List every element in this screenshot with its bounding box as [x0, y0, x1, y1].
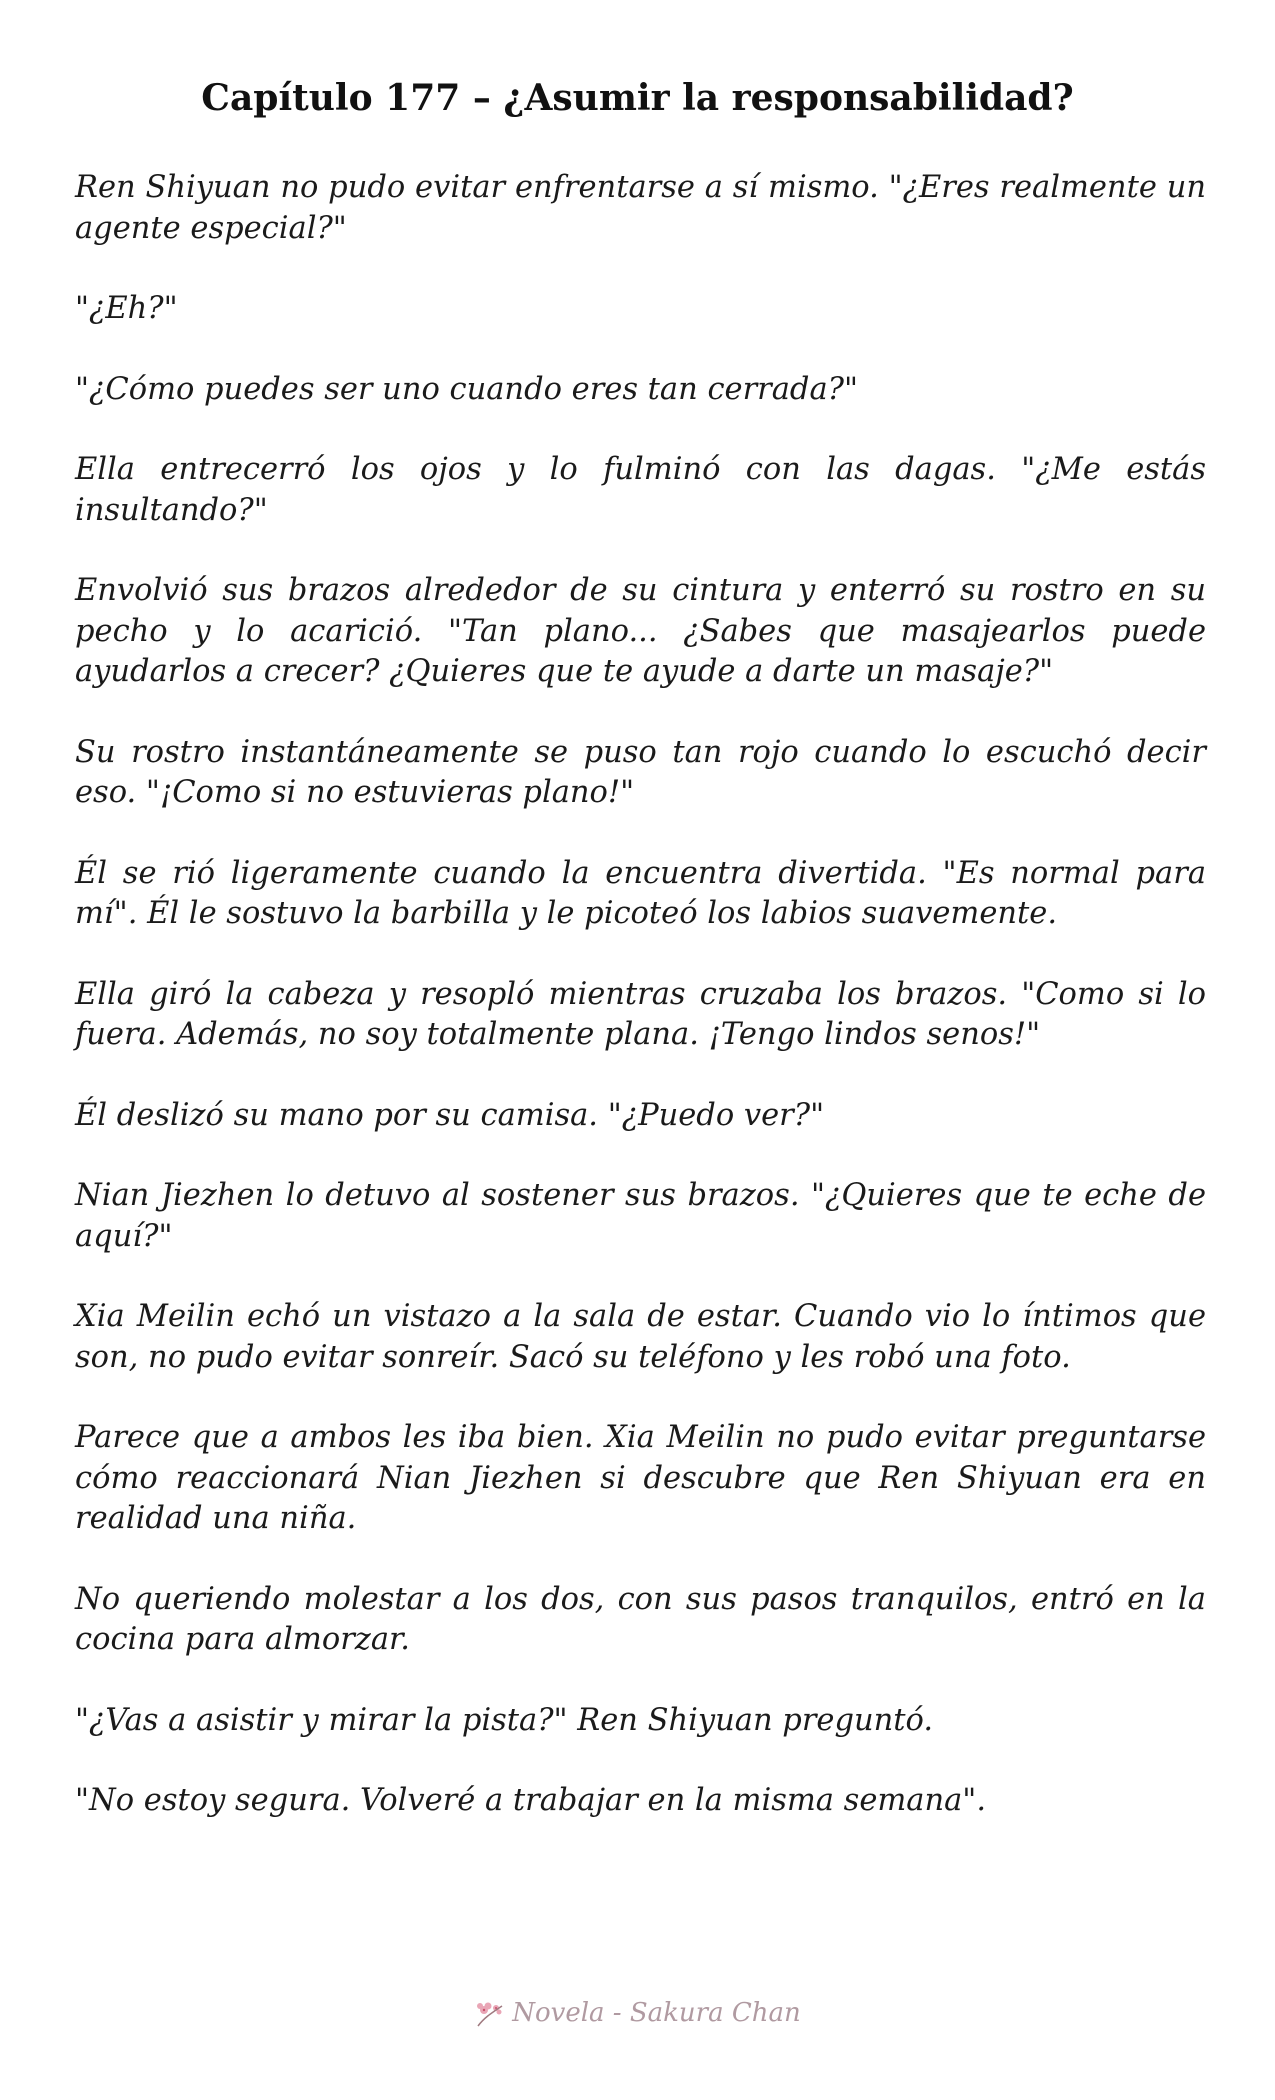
paragraph: Su rostro instantáneamente se puso tan rojo cuando lo escuchó decir eso. "¡Como si no estuvieras plano!" — [75, 734, 1206, 810]
paragraph: "¿Eh?" — [75, 291, 178, 326]
paragraph: Él deslizó su mano por su camisa. "¿Puedo ver?" — [75, 1097, 825, 1133]
paragraph: "No estoy segura. Volveré a trabajar en la misma semana". — [75, 1783, 987, 1818]
sakura-flower-icon — [474, 2000, 506, 2028]
paragraph: Ella entrecerró los ojos y lo fulminó con las dagas. "¿Me estás insultando?" — [75, 452, 1206, 528]
paragraph: Ella giró la cabeza y resopló mientras cruzaba los brazos. "Como si lo fuera. Además, no soy totalmente plana. ¡Tengo lindos senos!" — [75, 976, 1206, 1052]
paragraph: "¿Vas a asistir y mirar la pista?" Ren Shiyuan preguntó. — [75, 1702, 934, 1738]
paragraph: Él se rió ligeramente cuando la encuentra divertida. "Es normal para mí". Él le sostuvo la barbilla y le picoteó los labios suavemente. — [75, 855, 1206, 931]
paragraph: Nian Jiezhen lo detuvo al sostener sus brazos. "¿Quieres que te eche de aquí?" — [75, 1178, 1206, 1254]
paragraph: Parece que a ambos les iba bien. Xia Meilin no pudo evitar preguntarse cómo reaccionará Nian Jiezhen si descubre que Ren Shiyuan era en realidad una niña. — [75, 1420, 1206, 1536]
paragraph: No queriendo molestar a los dos, con sus pasos tranquilos, entró en la cocina para almorzar. — [75, 1581, 1206, 1657]
paragraph: Ren Shiyuan no pudo evitar enfrentarse a sí mismo. "¿Eres realmente un agente especial?" — [75, 170, 1206, 246]
paragraph: Xia Meilin echó un vistazo a la sala de estar. Cuando vio lo íntimos que son, no pudo evitar sonreír. Sacó su teléfono y les robó una foto. — [75, 1299, 1206, 1375]
watermark-text: Novela - Sakura Chan — [512, 1998, 801, 2028]
chapter-body — [75, 168, 1206, 1862]
paragraph: Envolvió sus brazos alrededor de su cintura y enterró su rostro en su pecho y lo acarició. "Tan plano... ¿Sabes que masajearlos puede ayudarlos a crecer? ¿Quieres que te ayude a darte un masaje?" — [75, 573, 1206, 689]
paragraph: "¿Cómo puedes ser uno cuando eres tan cerrada?" — [75, 371, 859, 407]
chapter-title: Capítulo 177 – ¿Asumir la responsabilidad? — [201, 77, 1074, 119]
watermark-footer — [0, 1996, 1275, 2030]
